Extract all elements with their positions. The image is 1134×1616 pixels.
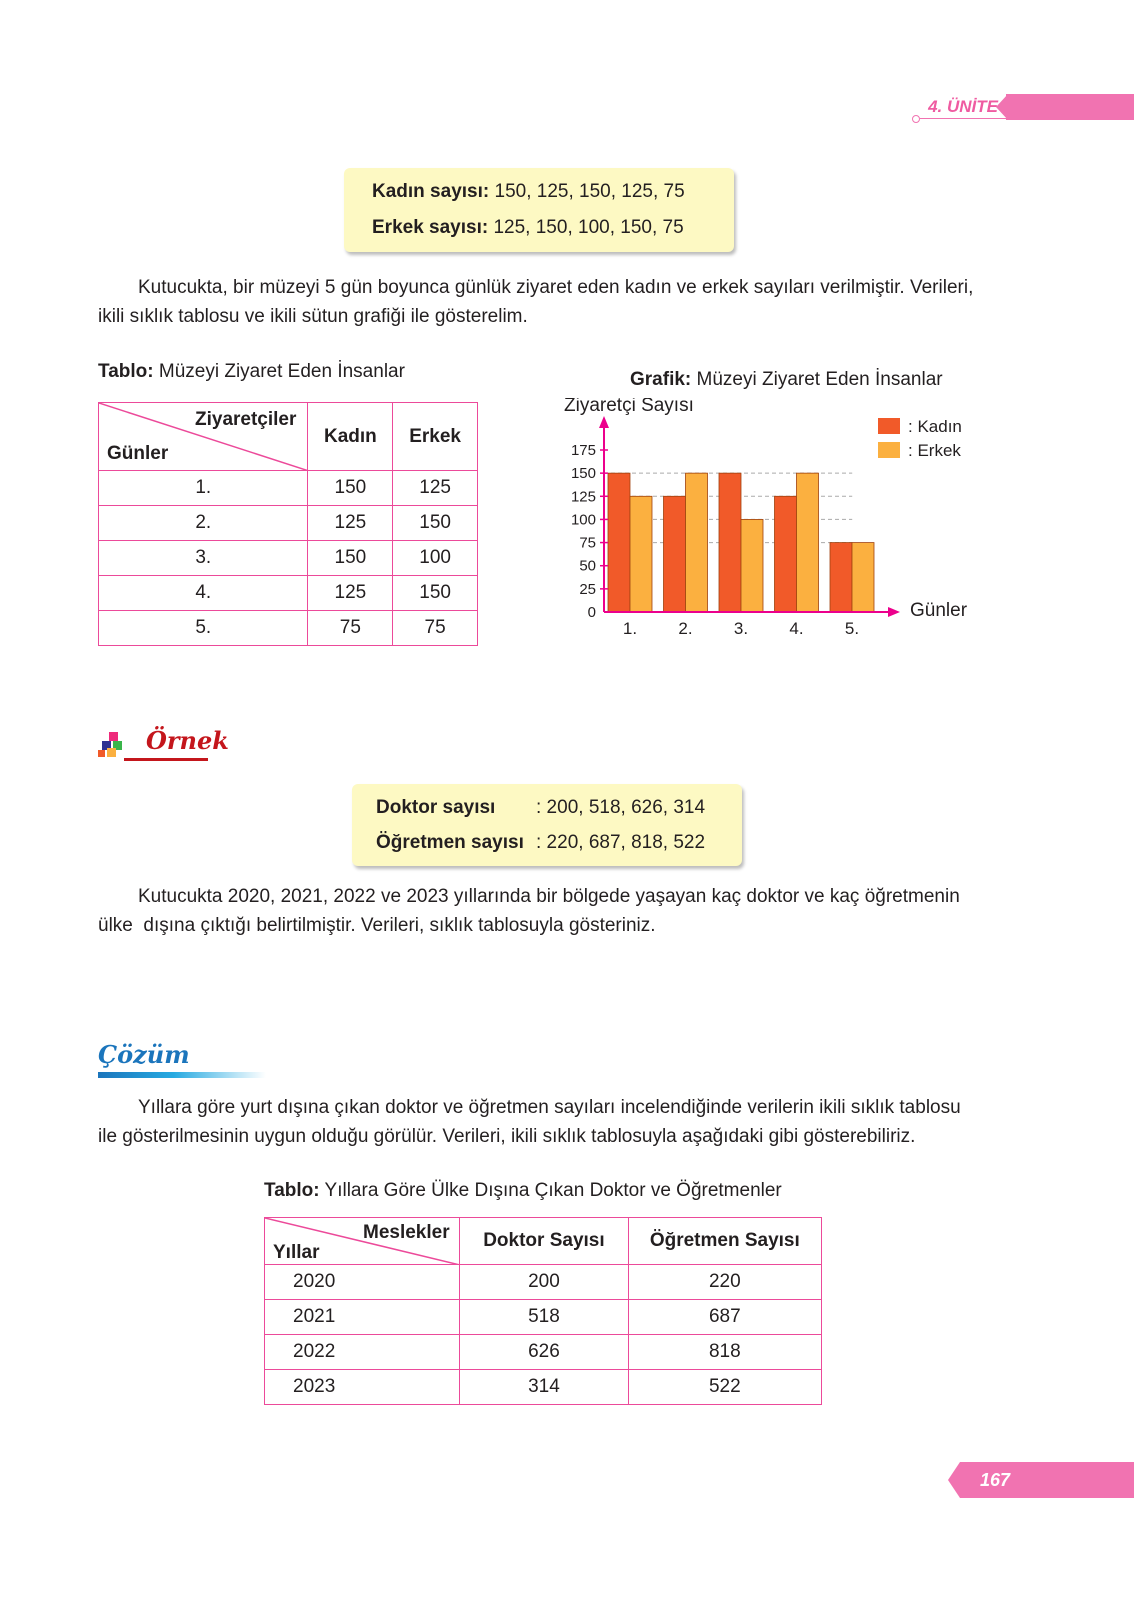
chart-legend-swatch — [878, 442, 900, 458]
table-row — [265, 1370, 822, 1405]
chart-x-tick-label: 2. — [678, 619, 693, 638]
chart-y-axis-arrow — [599, 416, 609, 428]
data-box-professions — [352, 784, 742, 866]
table1-caption — [98, 361, 405, 383]
table1-col-kadin: Kadın — [308, 403, 393, 471]
chart-y-axis-label: Ziyaretçi Sayısı — [564, 398, 694, 416]
chart-bar-kadin — [775, 496, 797, 612]
doktor-line — [376, 796, 705, 820]
table1-cell-day: 1. — [99, 471, 308, 506]
paragraph-solution — [98, 1093, 1088, 1151]
table1-cell-erkek: 75 — [393, 611, 478, 646]
table2-caption — [264, 1180, 782, 1202]
erkek-label: Erkek sayısı: — [372, 217, 489, 238]
table1-corner-header — [99, 403, 308, 471]
table1-cell-kadin: 150 — [308, 541, 393, 576]
table2-corner-top: Meslekler — [363, 1222, 450, 1243]
erkek-values: 125, 150, 100, 150, 75 — [493, 217, 684, 238]
page-tab-notch — [948, 1462, 960, 1498]
table2-cell-year: 2021 — [265, 1300, 460, 1335]
data-box-visitors — [344, 168, 734, 252]
chart-bar-erkek — [630, 496, 652, 612]
chart-y-tick-label: 150 — [570, 465, 596, 483]
unit-label: 4. ÜNİTE — [928, 97, 998, 116]
table2-caption-label: Tablo: — [264, 1180, 320, 1201]
chart-bar-kadin — [664, 496, 686, 612]
chart-bar-erkek — [686, 473, 708, 612]
table-row — [99, 611, 478, 646]
table2-cell-doktor: 314 — [460, 1370, 628, 1405]
table2-cell-year: 2022 — [265, 1335, 460, 1370]
chart-y-tick-label: 125 — [570, 488, 596, 506]
ogretmen-values: : 220, 687, 818, 522 — [536, 832, 706, 853]
ogretmen-line — [376, 831, 705, 855]
table2-cell-doktor: 200 — [460, 1265, 628, 1300]
table1-corner-bottom: Günler — [107, 443, 169, 464]
ornek-underline — [124, 758, 208, 761]
table2-cell-year: 2023 — [265, 1370, 460, 1405]
chart-legend-label: : Kadın — [908, 417, 962, 436]
page-number: 167 — [979, 1470, 1011, 1490]
table1-col-erkek: Erkek — [393, 403, 478, 471]
erkek-line — [372, 216, 684, 240]
table2-cell-ogretmen: 220 — [628, 1265, 821, 1300]
chart-x-tick-label: 5. — [844, 619, 860, 638]
chart-bar-erkek — [797, 473, 819, 612]
chart-y-tick-label: 0 — [587, 604, 596, 621]
table2-cell-year: 2020 — [265, 1265, 460, 1300]
unit-rule-dot — [912, 115, 920, 123]
paragraph-solution-line1: Yıllara göre yurt dışına çıkan doktor ve öğretmen sayıları incelendiğinde verilerin ikili sıklık tablosu — [138, 1097, 961, 1118]
table1-cell-day: 4. — [99, 576, 308, 611]
chart-x-axis-label: Günler — [910, 600, 968, 621]
table1-cell-day: 5. — [99, 611, 308, 646]
chart-x-axis-arrow — [888, 607, 900, 617]
table1-cell-kadin: 125 — [308, 506, 393, 541]
table2-col-doktor: Doktor Sayısı — [460, 1218, 628, 1265]
bar-chart — [560, 398, 1000, 658]
chart-x-tick-label: 4. — [789, 619, 804, 638]
table2-col-ogretmen: Öğretmen Sayısı — [628, 1218, 821, 1265]
doktor-values: : 200, 518, 626, 314 — [536, 797, 706, 818]
kadin-label: Kadın sayısı: — [372, 181, 490, 202]
chart-y-tick-label: 175 — [570, 442, 596, 459]
table1-cell-kadin: 125 — [308, 576, 393, 611]
table2-cell-ogretmen: 522 — [628, 1370, 821, 1405]
chart-y-tick-label: 25 — [579, 580, 596, 598]
chart-caption — [630, 369, 943, 391]
chart-y-tick-label: 50 — [579, 557, 596, 575]
table2-cell-ogretmen: 818 — [628, 1335, 821, 1370]
ornek-cubes-icon — [98, 730, 128, 760]
table1-cell-kadin: 150 — [308, 471, 393, 506]
chart-bar-erkek — [741, 519, 763, 612]
table-visitors — [98, 402, 478, 646]
doktor-label: Doktor sayısı — [376, 797, 496, 818]
paragraph-example-line2: ülke dışına çıktığı belirtilmiştir. Verileri, sıklık tablosuyla gösteriniz. — [98, 915, 656, 936]
table1-cell-erkek: 125 — [393, 471, 478, 506]
table-row — [99, 576, 478, 611]
table2-cell-doktor: 626 — [460, 1335, 628, 1370]
chart-bar-erkek — [852, 543, 874, 612]
table1-cell-erkek: 150 — [393, 576, 478, 611]
paragraph-example-line1: Kutucukta 2020, 2021, 2022 ve 2023 yıllarında bir bölgede yaşayan kaç doktor ve kaç öğretmenin — [138, 886, 960, 907]
chart-y-tick-label: 75 — [579, 534, 596, 552]
table1-corner-top: Ziyaretçiler — [195, 409, 297, 430]
cozum-underline — [98, 1072, 266, 1078]
ogretmen-label: Öğretmen sayısı — [376, 832, 524, 853]
table-professions — [264, 1217, 822, 1405]
chart-y-tick-label: 100 — [570, 511, 596, 529]
table1-cell-kadin: 75 — [308, 611, 393, 646]
kadin-line — [372, 180, 685, 204]
table-row — [265, 1300, 822, 1335]
table2-cell-ogretmen: 687 — [628, 1300, 821, 1335]
chart-bar-kadin — [830, 543, 852, 612]
chart-legend-label: : Erkek — [908, 441, 961, 460]
unit-rule — [920, 118, 1134, 119]
paragraph-solution-line2: ile gösterilmesinin uygun olduğu görülür. Verileri, ikili sıklık tablosuyla aşağıdaki gibi gösterebiliriz. — [98, 1126, 916, 1147]
table-row — [265, 1265, 822, 1300]
chart-x-tick-label: 1. — [622, 619, 638, 638]
chart-x-tick-label: 3. — [733, 619, 749, 638]
chart-bar-kadin — [719, 473, 741, 612]
unit-tab — [1006, 94, 1134, 120]
paragraph-intro — [98, 273, 1088, 331]
table1-cell-day: 3. — [99, 541, 308, 576]
ornek-title: Örnek — [146, 726, 229, 755]
table1-caption-label: Tablo: — [98, 361, 154, 382]
table-row — [99, 471, 478, 506]
table1-cell-erkek: 150 — [393, 506, 478, 541]
table1-cell-day: 2. — [99, 506, 308, 541]
table2-corner-bottom: Yıllar — [273, 1242, 320, 1263]
cozum-title: Çözüm — [98, 1040, 190, 1069]
table-row — [265, 1335, 822, 1370]
table2-cell-doktor: 518 — [460, 1300, 628, 1335]
paragraph-example — [98, 882, 1088, 940]
table1-cell-erkek: 100 — [393, 541, 478, 576]
table-row — [99, 506, 478, 541]
table-row — [99, 541, 478, 576]
chart-legend-swatch — [878, 418, 900, 434]
paragraph-intro-line2: ikili sıklık tablosu ve ikili sütun grafiği ile gösterelim. — [98, 306, 528, 327]
chart-title: Müzeyi Ziyaret Eden İnsanlar — [696, 369, 943, 390]
table1-caption-text: Müzeyi Ziyaret Eden İnsanlar — [158, 361, 405, 382]
chart-bar-kadin — [608, 473, 630, 612]
kadin-values: 150, 125, 150, 125, 75 — [494, 181, 685, 202]
table2-corner-header — [265, 1218, 460, 1265]
table2-caption-text: Yıllara Göre Ülke Dışına Çıkan Doktor ve Öğretmenler — [324, 1180, 782, 1201]
paragraph-intro-line1: Kutucukta, bir müzeyi 5 gün boyunca günlük ziyaret eden kadın ve erkek sayıları verilmiştir. Verileri, — [138, 277, 974, 298]
chart-caption-label: Grafik: — [630, 369, 692, 390]
